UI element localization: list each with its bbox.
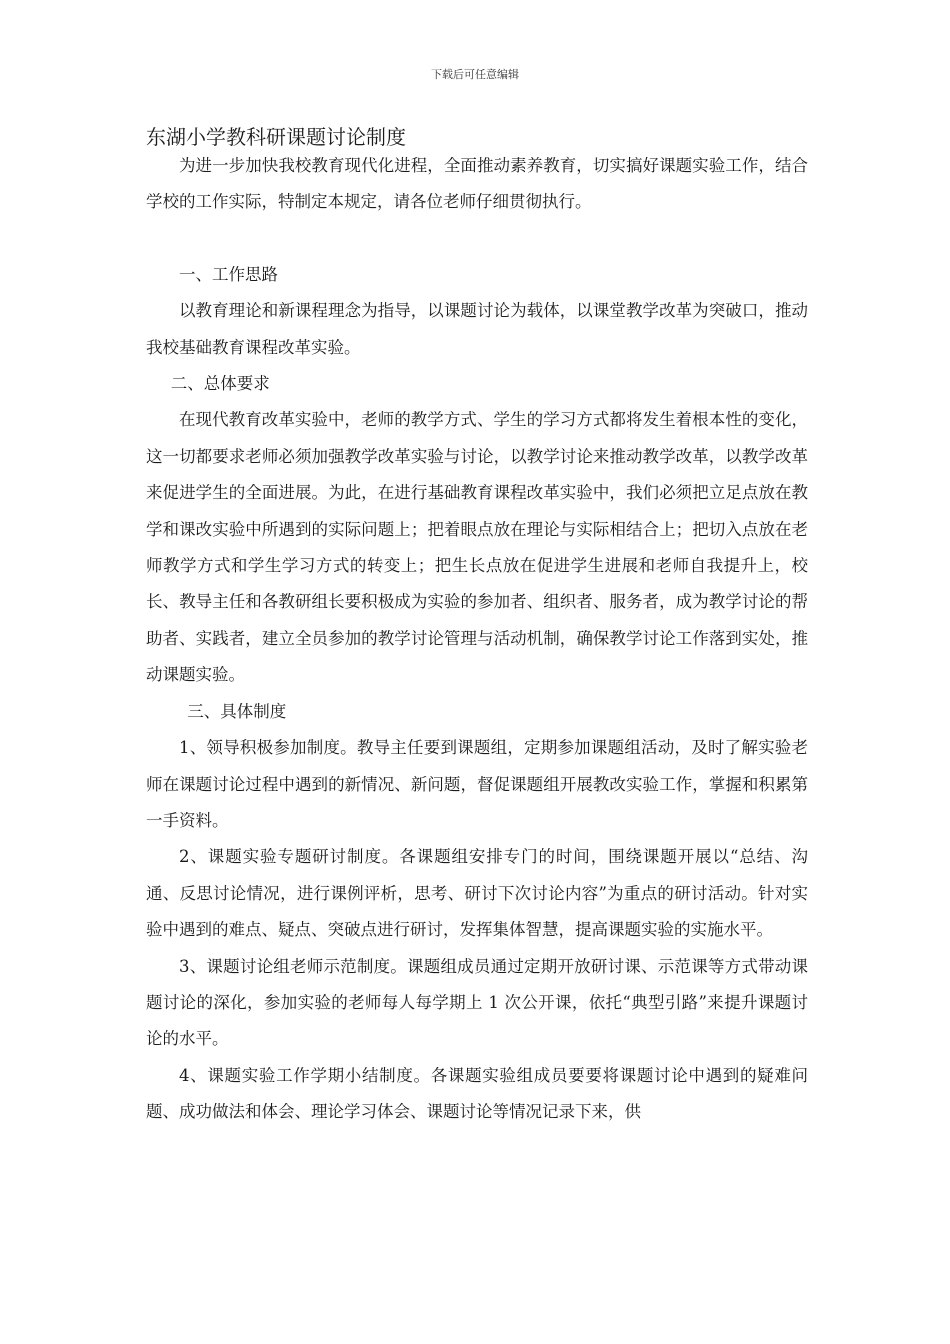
intro-paragraph: 为进一步加快我校教育现代化进程，全面推动素养教育，切实搞好课题实验工作，结合学校的工作实际，特制定本规定，请各位老师仔细贯彻执行。: [146, 156, 808, 212]
section-1-paragraph: 以教育理论和新课程理念为指导，以课题讨论为载体，以课堂教学改革为突破口，推动我校基础教育课程改革实验。: [146, 301, 808, 357]
rule-item-2: 2、课题实验专题研讨制度。各课题组安排专门的时间，围绕课题开展以“总结、沟通、反思讨论情况，进行课例评析，思考、研讨下次讨论内容”为重点的研讨活动。针对实验中遇到的难点、疑点、突破点进行研讨，发挥集体智慧，提高课题实验的实施水平。: [146, 847, 808, 940]
rule-item-4: 4、课题实验工作学期小结制度。各课题实验组成员要要将课题讨论中遇到的疑难问题、成功做法和体会、理论学习体会、课题讨论等情况记录下来，供: [146, 1065, 808, 1122]
rule-item-1: 1、领导积极参加制度。教导主任要到课题组，定期参加课题组活动，及时了解实验老师在课题讨论过程中遇到的新情况、新问题，督促课题组开展教改实验工作，掌握和积累第一手资料。: [146, 738, 808, 830]
document-title: 东湖小学教科研课题讨论制度: [146, 125, 406, 149]
document-body: [146, 148, 808, 1131]
section-3-heading: 三、具体制度: [187, 701, 287, 721]
section-2-heading: 二、总体要求: [170, 374, 270, 394]
rule-item-3: 3、课题讨论组老师示范制度。课题组成员通过定期开放研讨课、示范课等方式带动课题讨论的深化，参加实验的老师每人每学期上 1 次公开课，依托“典型引路”来提升课题讨论的水平。: [146, 956, 808, 1049]
spacer: [146, 221, 808, 257]
section-1-heading: 一、工作思路: [179, 264, 278, 284]
section-2-paragraph: 在现代教育改革实验中，老师的教学方式、学生的学习方式都将发生着根本性的变化，这一切都要求老师必须加强教学改革实验与讨论，以教学讨论来推动教学改革，以教学改革来促进学生的全面进展。为此，在进行基础教育课程改革实验中，我们必须把立足点放在教学和课改实验中所遇到的实际问题上；把着眼点放在理论与实际相结合上；把切入点放在老师教学方式和学生学习方式的转变上；把生长点放在促进学生进展和老师自我提升上，校长、教导主任和各教研组长要积极成为实验的参加者、组织者、服务者，成为教学讨论的帮助者、实践者，建立全员参加的教学讨论管理与活动机制，确保教学讨论工作落到实处，推动课题实验。: [146, 410, 808, 685]
page-header-note: 下载后可任意编辑: [431, 68, 519, 81]
